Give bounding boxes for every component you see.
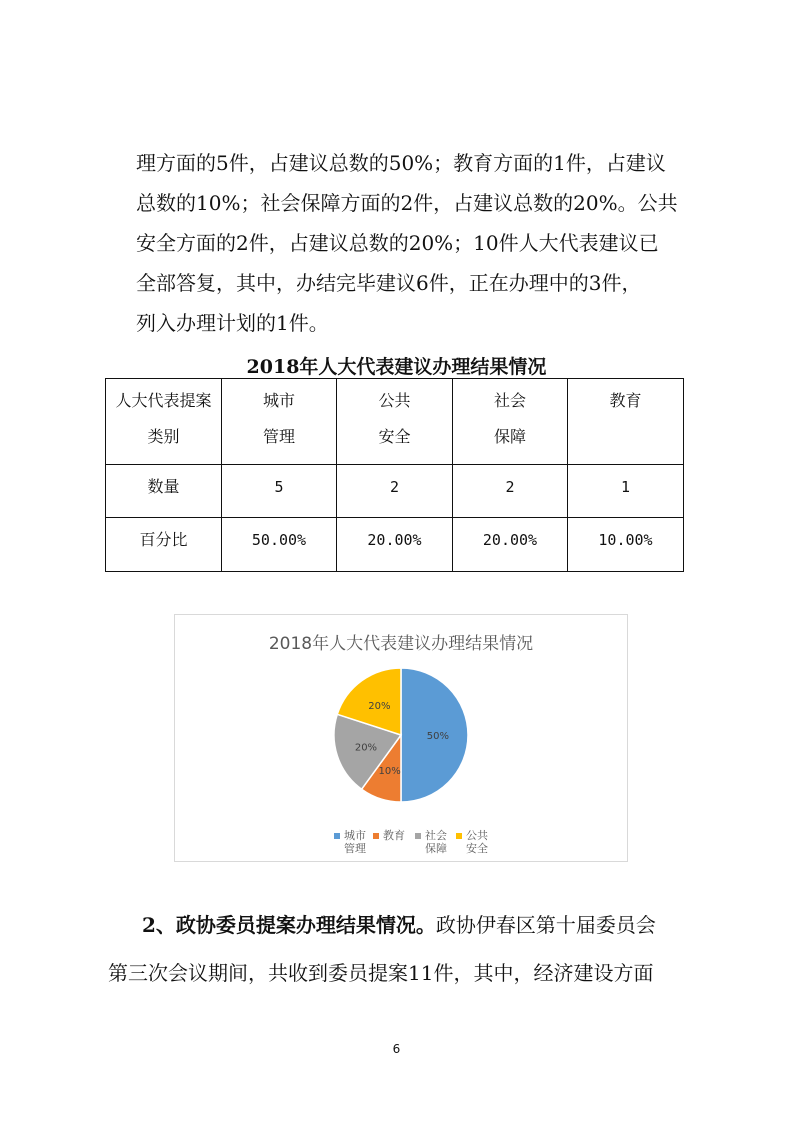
table-row [106,518,684,572]
pie-data-label: 20% [354,742,378,754]
header-line2: 管理 [262,427,295,446]
header-line1: 教育 [609,391,642,410]
cell-value: 20.00% [367,531,422,549]
header-line1: 社会 [493,391,526,410]
legend-label: 社会 [425,829,447,842]
table-cell [453,465,568,518]
legend-label-line2: 保障 [425,842,447,855]
cell-value: 20.00% [482,531,538,549]
cell-value: 5 [274,478,284,496]
legend-item [456,829,488,855]
page-number: 6 [392,1042,401,1056]
section-2-line: 第三次会议期间，共收到委员提案11件，其中，经济建设方面 [108,961,654,985]
header-cell [568,379,684,465]
section-2-heading: 2、政协委员提案办理结果情况。 [142,913,436,937]
header-line2: 保障 [493,427,526,446]
legend-label-line2: 安全 [466,842,488,855]
paragraph-line: 安全方面的2件，占建议总数的20%；10件人大代表建议已 [136,231,659,255]
legend-swatch [334,833,340,839]
cell-value: 1 [620,478,631,496]
cell-value: 2 [505,478,515,496]
table-header-row [106,379,684,465]
table-row [106,465,684,518]
row-label: 百分比 [139,530,188,549]
legend-label-line2: 管理 [344,842,366,855]
header-label-line1: 人大代表提案 [115,391,212,410]
intro-paragraph [136,143,696,343]
section-2-paragraph [108,901,708,997]
table-cell [568,518,684,572]
header-label-line2: 类别 [147,427,180,446]
legend-swatch [373,833,379,839]
row-label: 数量 [147,477,180,496]
paragraph-line: 总数的10%；社会保障方面的2件，占建议总数的20%。公共 [136,191,678,215]
header-line1: 城市 [262,391,295,410]
pie-data-label: 50% [426,731,449,742]
cell-value: 50.00% [251,531,307,549]
results-table [105,378,684,572]
legend-swatch [415,833,421,839]
header-line1: 公共 [378,391,411,410]
header-cell [337,379,453,465]
legend-item [373,829,405,842]
row-label-cell [106,465,222,518]
legend-label: 城市 [344,829,366,842]
section-2-line [108,901,708,949]
legend-label: 公共 [466,829,488,842]
table-cell [453,518,568,572]
paragraph-line: 全部答复，其中，办结完毕建议6件，正在办理中的3件， [136,271,642,295]
table-cell [568,465,684,518]
pie-svg [175,615,627,861]
pie-data-label: 20% [368,701,391,713]
table-cell [337,465,453,518]
cell-value: 2 [389,478,400,496]
paragraph-line: 列入办理计划的1件。 [136,311,329,335]
legend-swatch [456,833,462,839]
table-cell [337,518,453,572]
legend-item [415,829,447,855]
table-title: 2018年人大代表建议办理结果情况 [246,356,547,378]
pie-chart [174,614,628,862]
legend-label: 教育 [383,829,405,842]
row-label-cell [106,518,222,572]
chart-title: 2018年人大代表建议办理结果情况 [268,634,534,654]
header-cell [222,379,337,465]
paragraph-line: 理方面的5件，占建议总数的50%；教育方面的1件，占建议 [136,151,666,175]
header-cell [453,379,568,465]
pie-data-label: 10% [378,766,401,778]
table-cell [222,518,337,572]
legend-item [334,829,366,855]
section-2-text: 政协伊春区第十届委员会 [435,913,656,937]
cell-value: 10.00% [598,531,653,549]
header-line2: 安全 [378,427,411,446]
table-cell [222,465,337,518]
header-label-cell [106,379,222,465]
